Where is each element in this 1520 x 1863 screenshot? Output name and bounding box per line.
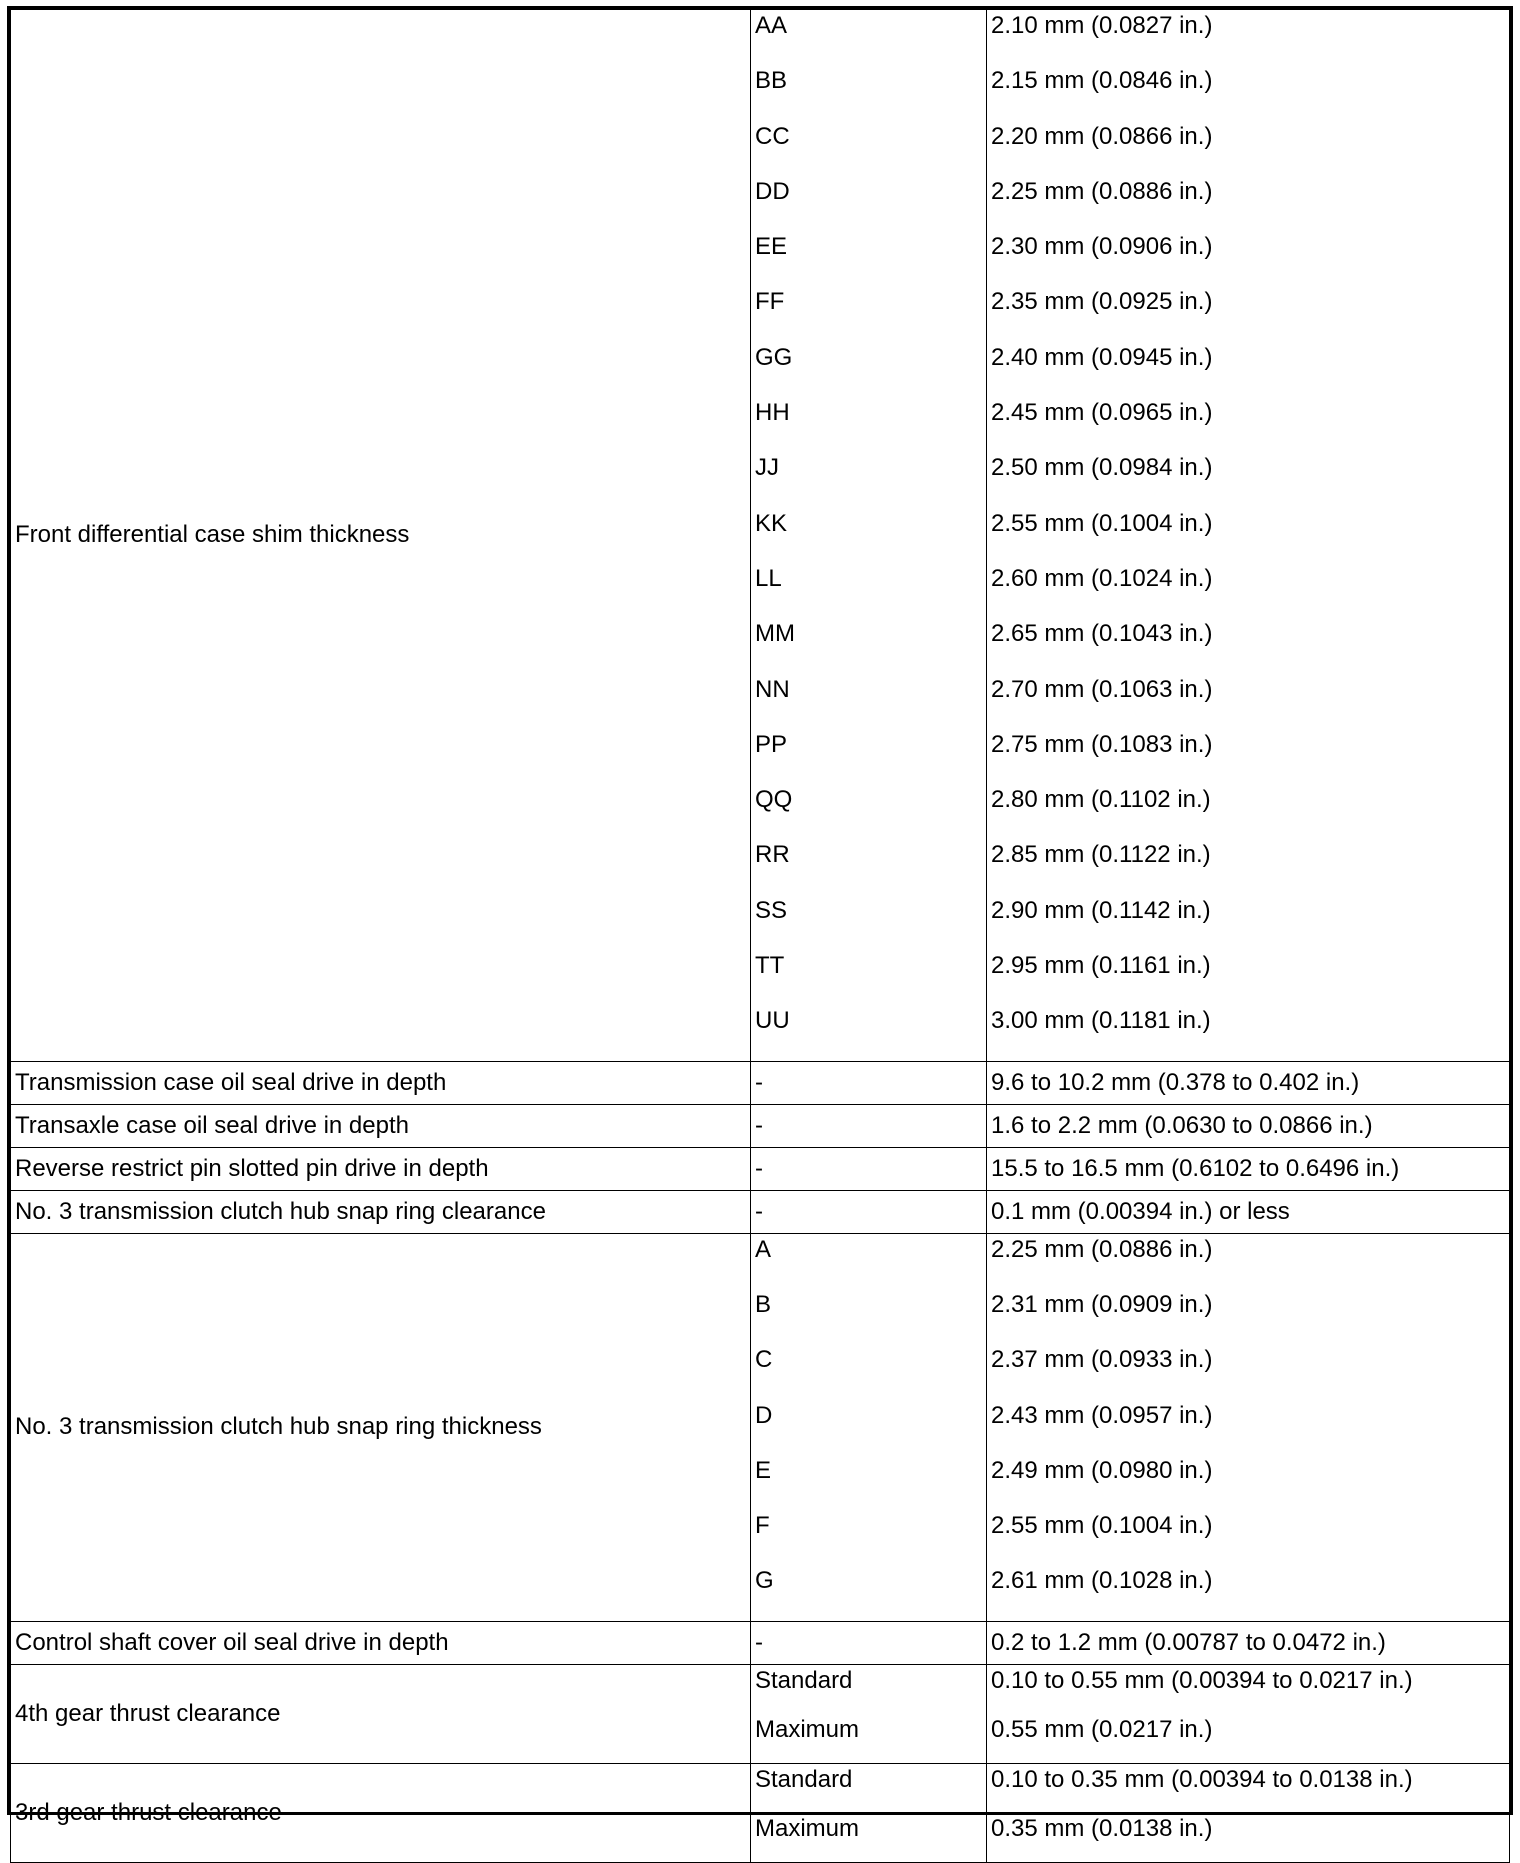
- spec-value: 2.25 mm (0.0886 in.): [991, 177, 1213, 205]
- item-condition-cell: -: [751, 1621, 987, 1664]
- item-name: Transaxle case oil seal drive in depth: [11, 1104, 751, 1147]
- spec-table-body: [11, 10, 1510, 1863]
- condition-label: PP: [755, 730, 788, 758]
- item-name: 4th gear thrust clearance: [11, 1664, 751, 1763]
- spec-value: 2.43 mm (0.0957 in.): [991, 1401, 1213, 1429]
- table-row: [11, 1621, 1510, 1664]
- item-spec-cell: 15.5 to 16.5 mm (0.6102 to 0.6496 in.): [987, 1147, 1510, 1190]
- spec-value: 3.00 mm (0.1181 in.): [991, 1007, 1211, 1035]
- condition-label: FF: [755, 288, 785, 316]
- item-condition-cell: [751, 1233, 987, 1621]
- spec-value: 2.95 mm (0.1161 in.): [991, 952, 1211, 980]
- spec-value: 2.45 mm (0.0965 in.): [991, 399, 1213, 427]
- item-condition-cell: -: [751, 1147, 987, 1190]
- spec-value: 2.20 mm (0.0866 in.): [991, 122, 1213, 150]
- item-name: Front differential case shim thickness: [11, 10, 751, 1062]
- condition-label: E: [755, 1456, 772, 1484]
- item-name: 3rd gear thrust clearance: [11, 1763, 751, 1862]
- item-spec-cell: [987, 1664, 1510, 1763]
- spec-value: 2.31 mm (0.0909 in.): [991, 1290, 1213, 1318]
- condition-label: Maximum: [755, 1814, 860, 1842]
- table-row: [11, 1061, 1510, 1104]
- condition-label: HH: [755, 399, 790, 427]
- item-condition-cell: -: [751, 1104, 987, 1147]
- spec-value: 0.35 mm (0.0138 in.): [991, 1814, 1213, 1842]
- condition-label: JJ: [755, 454, 779, 482]
- spec-value: 2.75 mm (0.1083 in.): [991, 730, 1213, 758]
- table-row: [11, 1147, 1510, 1190]
- condition-label: G: [755, 1567, 774, 1595]
- spec-value: 2.15 mm (0.0846 in.): [991, 67, 1213, 95]
- spec-value: 2.60 mm (0.1024 in.): [991, 564, 1213, 592]
- table-row: [11, 10, 1510, 1062]
- spec-value: 2.55 mm (0.1004 in.): [991, 1512, 1213, 1540]
- spec-table-frame: [7, 6, 1513, 1842]
- condition-label: BB: [755, 67, 788, 95]
- item-condition-cell: [751, 1664, 987, 1763]
- item-spec-cell: 9.6 to 10.2 mm (0.378 to 0.402 in.): [987, 1061, 1510, 1104]
- spec-value: 2.30 mm (0.0906 in.): [991, 233, 1213, 261]
- condition-label: Maximum: [755, 1715, 860, 1743]
- condition-label: SS: [755, 896, 788, 924]
- condition-label: RR: [755, 841, 790, 869]
- table-row: [11, 1763, 1510, 1862]
- condition-label: D: [755, 1401, 773, 1429]
- item-spec-cell: 0.1 mm (0.00394 in.) or less: [987, 1190, 1510, 1233]
- item-condition-cell: -: [751, 1190, 987, 1233]
- table-row: [11, 1190, 1510, 1233]
- condition-label: CC: [755, 122, 790, 150]
- item-name: Transmission case oil seal drive in depth: [11, 1061, 751, 1104]
- spec-value: 2.50 mm (0.0984 in.): [991, 454, 1213, 482]
- table-row: [11, 1104, 1510, 1147]
- table-row: [11, 1664, 1510, 1763]
- spec-value: 0.10 to 0.55 mm (0.00394 to 0.0217 in.): [991, 1666, 1413, 1694]
- condition-label: Standard: [755, 1765, 853, 1793]
- item-condition-cell: [751, 1763, 987, 1862]
- condition-label: F: [755, 1512, 770, 1540]
- spec-value: 2.35 mm (0.0925 in.): [991, 288, 1213, 316]
- item-condition-cell: -: [751, 1061, 987, 1104]
- spec-value: 2.61 mm (0.1028 in.): [991, 1567, 1213, 1595]
- spec-value: 2.70 mm (0.1063 in.): [991, 675, 1213, 703]
- spec-value: 2.65 mm (0.1043 in.): [991, 620, 1213, 648]
- spec-value: 0.10 to 0.35 mm (0.00394 to 0.0138 in.): [991, 1765, 1413, 1793]
- item-spec-cell: [987, 1233, 1510, 1621]
- condition-label: QQ: [755, 786, 793, 814]
- condition-label: MM: [755, 620, 795, 648]
- condition-label: UU: [755, 1007, 790, 1035]
- item-spec-cell: [987, 1763, 1510, 1862]
- spec-value: 2.49 mm (0.0980 in.): [991, 1456, 1213, 1484]
- condition-label: A: [755, 1235, 772, 1263]
- spec-value: 2.25 mm (0.0886 in.): [991, 1235, 1213, 1263]
- spec-value: 2.90 mm (0.1142 in.): [991, 896, 1211, 924]
- spec-value: 2.10 mm (0.0827 in.): [991, 12, 1213, 39]
- spec-value: 2.40 mm (0.0945 in.): [991, 343, 1213, 371]
- condition-label: NN: [755, 675, 790, 703]
- item-name: No. 3 transmission clutch hub snap ring clearance: [11, 1190, 751, 1233]
- condition-label: KK: [755, 509, 788, 537]
- item-spec-cell: 0.2 to 1.2 mm (0.00787 to 0.0472 in.): [987, 1621, 1510, 1664]
- condition-label: TT: [755, 952, 785, 980]
- spec-table: [10, 9, 1510, 1863]
- item-name: No. 3 transmission clutch hub snap ring thickness: [11, 1233, 751, 1621]
- spec-value: 2.55 mm (0.1004 in.): [991, 509, 1213, 537]
- table-row: [11, 1233, 1510, 1621]
- condition-label: LL: [755, 564, 782, 592]
- item-name: Reverse restrict pin slotted pin drive in depth: [11, 1147, 751, 1190]
- condition-label: C: [755, 1346, 773, 1374]
- spec-value: 2.80 mm (0.1102 in.): [991, 786, 1211, 814]
- item-name: Control shaft cover oil seal drive in depth: [11, 1621, 751, 1664]
- condition-label: GG: [755, 343, 793, 371]
- spec-value: 0.55 mm (0.0217 in.): [991, 1715, 1213, 1743]
- condition-label: DD: [755, 177, 790, 205]
- spec-value: 2.85 mm (0.1122 in.): [991, 841, 1211, 869]
- item-spec-cell: [987, 10, 1510, 1062]
- condition-label: EE: [755, 233, 788, 261]
- spec-value: 2.37 mm (0.0933 in.): [991, 1346, 1213, 1374]
- item-spec-cell: 1.6 to 2.2 mm (0.0630 to 0.0866 in.): [987, 1104, 1510, 1147]
- condition-label: B: [755, 1290, 772, 1318]
- condition-label: Standard: [755, 1666, 853, 1694]
- condition-label: AA: [755, 12, 788, 39]
- item-condition-cell: [751, 10, 987, 1062]
